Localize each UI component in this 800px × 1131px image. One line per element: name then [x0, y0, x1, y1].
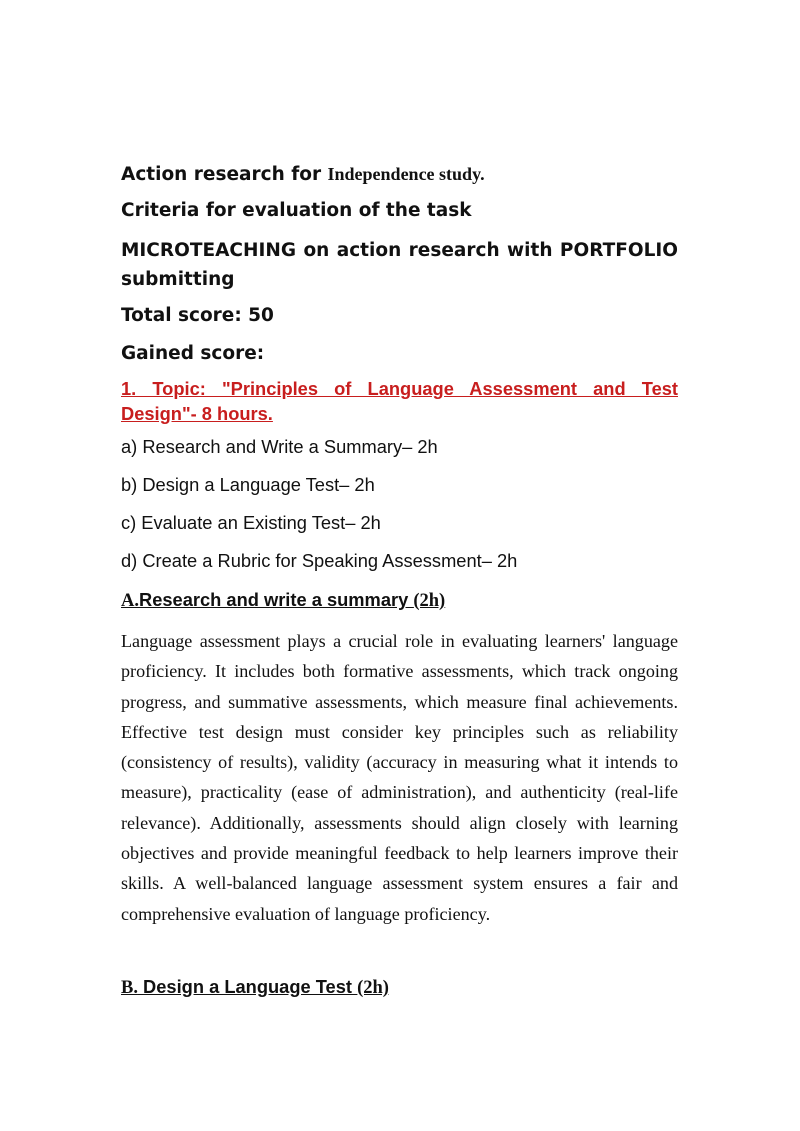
topic-line-1: 1. Topic: "Principles of Language Assessment and Test	[121, 378, 678, 399]
criteria-heading: Criteria for evaluation of the task	[121, 200, 472, 221]
total-score: Total score: 50	[121, 305, 274, 326]
task-item-b: b) Design a Language Test– 2h	[121, 474, 375, 495]
section-a-heading	[121, 588, 678, 613]
section-a-paragraph: Language assessment plays a crucial role in evaluating learners' language proficiency. It includes both formative assessments, which track ongoing progress, and summative assessments, which measure final achievements. Effective test design must consider key principles such as reliability (consistency of results), validity (accuracy in measuring what it intends to measure), practicality (ease of administration), and authenticity (real-life relevance). Additionally, assessments should align closely with learning objectives and provide meaningful feedback to help learners improve their skills. A well-balanced language assessment system ensures a fair and comprehensive evaluation of language proficiency.	[121, 631, 678, 924]
task-item-c: c) Evaluate an Existing Test– 2h	[121, 512, 381, 533]
section-a-title: Research and write a summary	[139, 589, 414, 610]
section-b-hours: (2h)	[357, 978, 389, 998]
microteaching-line-1: MICROTEACHING on action research with PORTFOLIO	[121, 240, 678, 261]
microteaching-heading	[121, 236, 678, 294]
title-part-2: Independence study.	[327, 164, 485, 184]
section-a-hours: (2h)	[413, 591, 446, 611]
topic-heading	[121, 376, 678, 426]
section-b-letter: B.	[121, 978, 138, 998]
section-b-title: Design a Language Test	[137, 976, 358, 997]
document-title	[121, 162, 678, 187]
microteaching-line-2: submitting	[121, 269, 235, 290]
section-b-heading	[121, 975, 678, 1000]
task-item-a: a) Research and Write a Summary– 2h	[121, 436, 438, 457]
gained-score: Gained score:	[121, 343, 265, 364]
task-item-d: d) Create a Rubric for Speaking Assessment– 2h	[121, 550, 518, 571]
title-part-1: Action research for	[121, 164, 328, 185]
topic-line-2: Design"- 8 hours.	[121, 403, 273, 424]
section-a-letter: A.	[121, 591, 139, 611]
